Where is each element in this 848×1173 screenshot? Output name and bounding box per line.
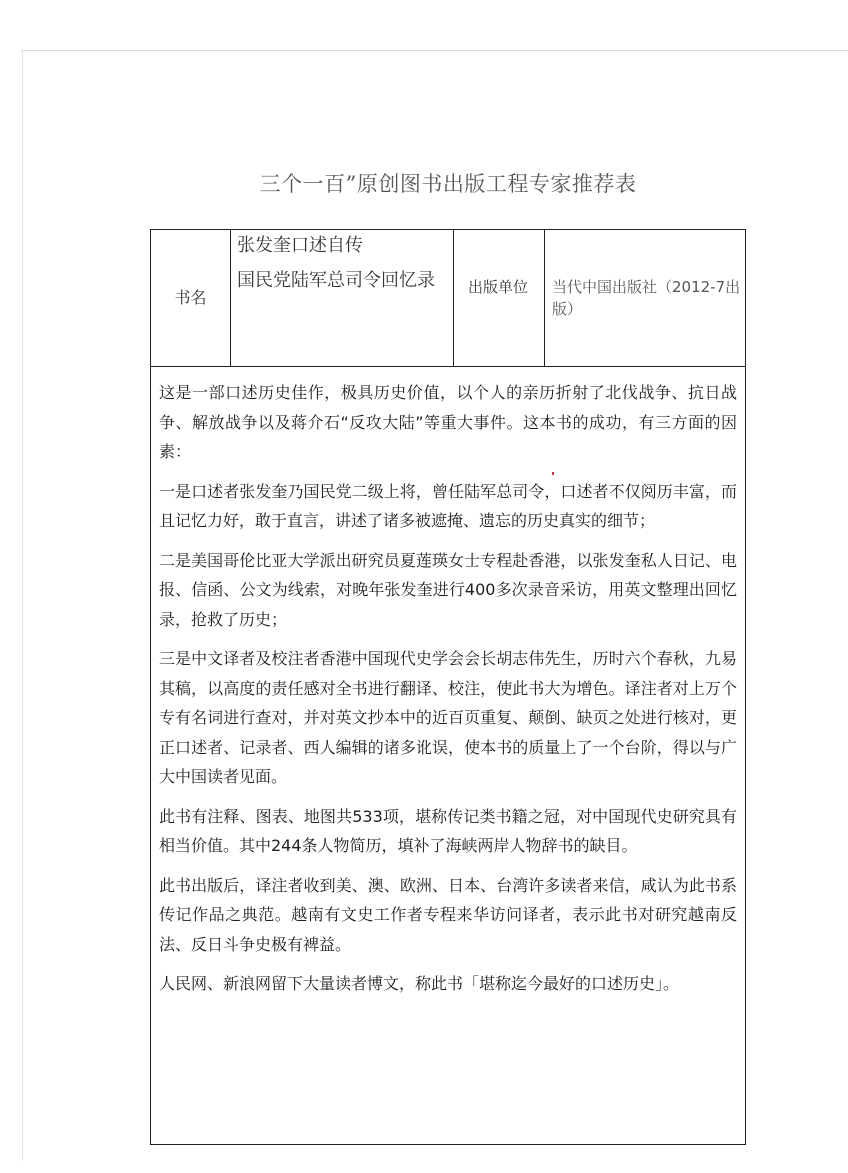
recommendation-paragraph: 这是一部口述历史佳作，极具历史价值，以个人的亲历折射了北伐战争、抗日战争、解放战争以及蒋介石“反攻大陆”等重大事件。这本书的成功，有三方面的因素：	[159, 383, 737, 461]
recommendation-form-table	[150, 229, 746, 1145]
recommendation-paragraph: 此书有注释、图表、地图共533项，堪称传记类书籍之冠，对中国现代史研究具有相当价值。其中244条人物简历，填补了海峡两岸人物辞书的缺目。	[159, 806, 737, 855]
publisher-value: 当代中国出版社（2012-7出版）	[552, 278, 741, 318]
recommendation-paragraph: 此书出版后，译注者收到美、澳、欧洲、日本、台湾许多读者来信，咸认为此书系传记作品之典范。越南有文史工作者专程来华访问译者，表示此书对研究越南反法、反日斗争史极有裨益。	[159, 875, 737, 954]
column-divider	[544, 230, 545, 366]
recommendation-text-area	[151, 366, 745, 1008]
column-divider	[230, 230, 231, 366]
recommendation-paragraph: 人民网、新浪网留下大量读者博文，称此书「堪称迄今最好的口述历史」。	[159, 974, 680, 993]
publisher-label: 出版单位	[467, 278, 528, 296]
book-title-label: 书名	[174, 288, 207, 307]
book-title-line1: 张发奎口述自传	[237, 235, 363, 256]
column-divider	[453, 230, 454, 366]
book-title-line2: 国民党陆军总司令回忆录	[237, 270, 435, 291]
document-title: 三个一百”原创图书出版工程专家推荐表	[259, 172, 637, 196]
book-info-row	[151, 230, 745, 367]
recommendation-paragraph: 三是中文译者及校注者香港中国现代史学会会长胡志伟先生，历时六个春秋，九易其稿，以高度的责任感对全书进行翻译、校注，使此书大为增色。译注者对上万个专有名词进行查对，并对英文抄本中的近百页重复、颠倒、缺页之处进行核对，更正口述者、记录者、西人编辑的诸多讹误，使本书的质量上了一个台阶，得以与广大中国读者见面。	[159, 649, 737, 786]
recommendation-paragraph: 二是美国哥伦比亚大学派出研究员夏莲瑛女士专程赴香港，以张发奎私人日记、电报、信函、公文为线索，对晚年张发奎进行400多次录音采访，用英文整理出回忆录，抢救了历史；	[159, 550, 737, 629]
recommendation-paragraph: 一是口述者张发奎乃国民党二级上将，曾任陆军总司令，口述者不仅阅历丰富，而且记忆力好，敢于直言，讲述了诸多被遮掩、遗忘的历史真实的细节；	[159, 481, 737, 530]
book-title-value	[237, 232, 447, 294]
scan-speck	[552, 472, 554, 475]
